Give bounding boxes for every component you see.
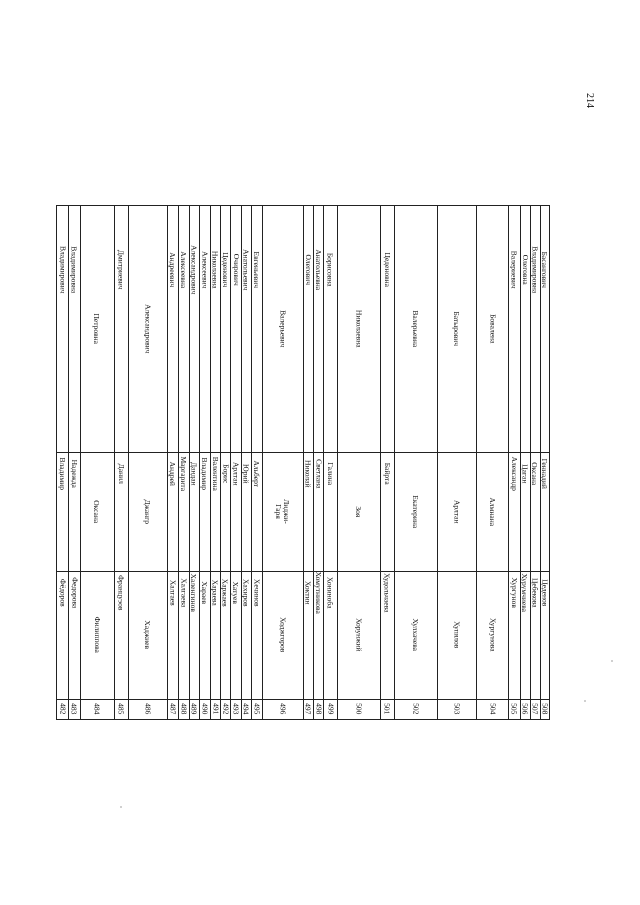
cell-last (251, 571, 262, 699)
cell-first (530, 452, 540, 571)
cell-last (540, 571, 549, 699)
cell-text: 497 (303, 703, 313, 715)
cell-first (508, 452, 519, 571)
cell-first (313, 452, 323, 571)
cell-text: Хургунова (488, 618, 498, 652)
cell-no (303, 699, 313, 719)
cell-first (189, 452, 199, 571)
cell-text: Фёдоров (58, 578, 68, 607)
cell-text: 495 (252, 703, 262, 715)
cell-no (476, 699, 508, 719)
cell-last (508, 571, 519, 699)
cell-last (178, 571, 188, 699)
cell-text: 500 (354, 703, 364, 715)
cell-text: Валентина (210, 456, 220, 491)
cell-text: 484 (92, 703, 102, 715)
cell-text: Альберт (252, 460, 262, 488)
cell-text: Хечинов (252, 578, 262, 607)
cell-no (189, 699, 199, 719)
cell-first (303, 452, 313, 571)
cell-last (80, 571, 114, 699)
cell-patr (178, 206, 188, 452)
cell-first (241, 452, 251, 571)
cell-first (57, 452, 68, 571)
cell-text: Худольчаева (382, 573, 392, 613)
cell-text: Валерьевна (410, 310, 420, 348)
cell-text: Анатольевна (314, 249, 324, 291)
cell-text: 504 (488, 703, 498, 715)
cell-text: Евгеньевич (252, 251, 262, 289)
cell-text: Галина (325, 462, 335, 486)
cell-patr (313, 206, 323, 452)
cell-text: Оксана (92, 500, 102, 523)
cell-text: Басангович (540, 251, 550, 288)
cell-patr (80, 206, 114, 452)
cell-text: Байрта (382, 462, 392, 485)
cell-patr (230, 206, 240, 452)
cell-text: 488 (179, 703, 189, 715)
cell-text: Анатольевич (241, 249, 251, 291)
cell-text: Юрий (241, 464, 251, 484)
cell-last (520, 571, 530, 699)
cell-last (530, 571, 540, 699)
cell-first (230, 452, 240, 571)
cell-text: Хараев (200, 581, 210, 605)
cell-text: 492 (221, 703, 231, 715)
cell-text: 503 (452, 703, 462, 715)
cell-text: 485 (116, 703, 126, 715)
cell-last (313, 571, 323, 699)
cell-text: Бовалена (488, 314, 498, 344)
cell-text: Лиджи- Гаря (274, 499, 292, 524)
cell-no (508, 699, 519, 719)
cell-last (57, 571, 68, 699)
cell-patr (323, 206, 337, 452)
cell-text: Дандан (189, 461, 199, 486)
cell-text: Александрович (189, 245, 199, 295)
cell-last (476, 571, 508, 699)
cell-first (178, 452, 188, 571)
cell-text: Владимировна (530, 246, 540, 294)
cell-patr (220, 206, 230, 452)
cell-no (114, 699, 129, 719)
cell-last (128, 571, 167, 699)
cell-no (210, 699, 220, 719)
cell-text: Петровна (92, 313, 102, 345)
cell-text: 494 (241, 703, 251, 715)
cell-no (323, 699, 337, 719)
cell-patr (337, 206, 380, 452)
cell-no (199, 699, 210, 719)
cell-no (313, 699, 323, 719)
cell-text: Хупялов (452, 621, 462, 649)
cell-text: Зоя (354, 506, 364, 517)
cell-text: Николаевна (210, 250, 220, 289)
cell-text: Николаевна (354, 310, 364, 348)
cell-text: Владимировна (69, 246, 79, 294)
cell-text: 499 (325, 703, 335, 715)
cell-no (68, 699, 79, 719)
cell-last (210, 571, 220, 699)
cell-text: Цеденовна (382, 252, 392, 287)
cell-first (80, 452, 114, 571)
cell-text: 502 (410, 703, 420, 715)
cell-first (220, 452, 230, 571)
cell-first (476, 452, 508, 571)
cell-text: Александрович (143, 304, 153, 354)
cell-last (230, 571, 240, 699)
cell-last (167, 571, 178, 699)
cell-text: Олеговна (520, 254, 530, 285)
cell-patr (128, 206, 167, 452)
cell-first (540, 452, 549, 571)
cell-last (380, 571, 394, 699)
cell-text: 493 (231, 703, 241, 715)
cell-text: 505 (509, 703, 519, 715)
cell-text: Халгаев (168, 579, 178, 606)
cell-text: Федорова (69, 577, 79, 609)
cell-patr (199, 206, 210, 452)
cell-no (337, 699, 380, 719)
cell-last (199, 571, 210, 699)
cell-no (178, 699, 188, 719)
cell-text: 506 (520, 703, 530, 715)
cell-patr (540, 206, 549, 452)
cell-text: Екатерина (410, 495, 420, 528)
cell-patr (251, 206, 262, 452)
cell-first (380, 452, 394, 571)
cell-last (220, 571, 230, 699)
cell-text: Хаджиев (143, 620, 153, 650)
cell-text: Хулхачева (410, 618, 420, 652)
cell-text: Маргарита (179, 456, 189, 492)
cell-first (167, 452, 178, 571)
scan-speck (120, 806, 122, 808)
cell-text: Хурумчиева (520, 573, 530, 612)
cell-last (337, 571, 380, 699)
cell-text: Хургунов (509, 577, 519, 608)
cell-text: Николай (303, 460, 313, 488)
cell-text: Цаган (520, 464, 530, 484)
cell-first (520, 452, 530, 571)
cell-text: Андреевич (168, 252, 178, 288)
cell-last (68, 571, 79, 699)
cell-text: Джангр (143, 499, 153, 524)
cell-text: Олегович (303, 254, 313, 285)
cell-text: Борисовна (325, 252, 335, 287)
cell-no (380, 699, 394, 719)
cell-patr (508, 206, 519, 452)
cell-no (167, 699, 178, 719)
cell-text: Хомутникова (314, 571, 324, 614)
cell-text: Борис (221, 464, 231, 484)
cell-text: Арлтан (231, 461, 241, 486)
cell-first (262, 452, 303, 571)
page-number: 214 (583, 92, 595, 108)
cell-text: 483 (69, 703, 79, 715)
cell-first (337, 452, 380, 571)
cell-text: Хоктин (303, 580, 313, 605)
cell-text: Ходжгоров (278, 617, 288, 653)
cell-no (128, 699, 167, 719)
cell-patr (167, 206, 178, 452)
cell-text: 507 (530, 703, 540, 715)
cell-text: Владимирович (58, 246, 68, 294)
cell-text: Надежда (69, 459, 79, 488)
cell-patr (437, 206, 477, 452)
cell-first (210, 452, 220, 571)
cell-no (540, 699, 549, 719)
cell-text: 489 (189, 703, 199, 715)
cell-no (230, 699, 240, 719)
cell-text: Валерьевич (278, 310, 288, 348)
cell-text: Алексеевна (179, 251, 189, 289)
cell-text: Цебекова (530, 577, 540, 608)
cell-last (303, 571, 313, 699)
cell-first (68, 452, 79, 571)
cell-patr (476, 206, 508, 452)
cell-text: Светлана (314, 459, 324, 489)
cell-first (128, 452, 167, 571)
cell-no (241, 699, 251, 719)
cell-text: 482 (58, 703, 68, 715)
cell-last (262, 571, 303, 699)
cell-text: 496 (278, 703, 288, 715)
cell-text: Дмитриевич (116, 249, 126, 290)
cell-text: Француэов (116, 575, 126, 611)
cell-patr (520, 206, 530, 452)
cell-last (241, 571, 251, 699)
cell-last (437, 571, 477, 699)
scan-speck (584, 700, 586, 702)
cell-text: 491 (210, 703, 220, 715)
cell-patr (262, 206, 303, 452)
cell-text: Алмнана (488, 497, 498, 526)
cell-first (114, 452, 129, 571)
cell-text: 508 (540, 703, 550, 715)
cell-text: Андрей (168, 461, 178, 486)
cell-text: Геннадий (540, 458, 550, 489)
cell-patr (57, 206, 68, 452)
cell-text: 501 (382, 703, 392, 715)
cell-no (220, 699, 230, 719)
cell-first (394, 452, 437, 571)
roster-table (56, 205, 550, 720)
cell-patr (189, 206, 199, 452)
cell-last (189, 571, 199, 699)
cell-text: Хатуев (231, 581, 241, 604)
cell-patr (380, 206, 394, 452)
cell-patr (303, 206, 313, 452)
cell-text: 490 (200, 703, 210, 715)
cell-text: Хараева (210, 579, 220, 606)
scan-speck (611, 660, 613, 662)
cell-text: 498 (314, 703, 324, 715)
cell-last (323, 571, 337, 699)
cell-text: Данил (116, 463, 126, 484)
cell-text: Батырович (452, 311, 462, 347)
cell-first (199, 452, 210, 571)
cell-no (262, 699, 303, 719)
cell-last (394, 571, 437, 699)
cell-no (530, 699, 540, 719)
cell-patr (530, 206, 540, 452)
cell-patr (210, 206, 220, 452)
cell-last (114, 571, 129, 699)
cell-text: Халенгинов (189, 573, 199, 612)
cell-text: Алексеевич (200, 251, 210, 289)
cell-no (437, 699, 477, 719)
cell-text: Владимир (58, 457, 68, 490)
cell-text: Цеденов (540, 579, 550, 607)
cell-text: Валериевич (509, 250, 519, 289)
cell-text: Харжаев (221, 578, 231, 607)
cell-text: Халгаева (179, 578, 189, 608)
cell-text: Хахиров (241, 578, 251, 607)
cell-patr (241, 206, 251, 452)
cell-text: Филиппова (92, 616, 102, 654)
cell-first (323, 452, 337, 571)
cell-first (437, 452, 477, 571)
cell-text: Хорунжий (354, 618, 364, 652)
cell-patr (394, 206, 437, 452)
cell-text: 486 (143, 703, 153, 715)
cell-text: Арлтан (452, 499, 462, 524)
cell-text: Цеденович (221, 252, 231, 288)
cell-patr (68, 206, 79, 452)
cell-patr (114, 206, 129, 452)
cell-no (57, 699, 68, 719)
cell-first (251, 452, 262, 571)
cell-no (394, 699, 437, 719)
cell-no (251, 699, 262, 719)
cell-text: Оксана (530, 462, 540, 486)
cell-text: Очирович (231, 253, 241, 286)
cell-text: Александр (509, 456, 519, 491)
cell-no (80, 699, 114, 719)
cell-text: Хониноба (325, 576, 335, 609)
cell-no (520, 699, 530, 719)
cell-text: Владимир (200, 457, 210, 490)
cell-text: 487 (168, 703, 178, 715)
